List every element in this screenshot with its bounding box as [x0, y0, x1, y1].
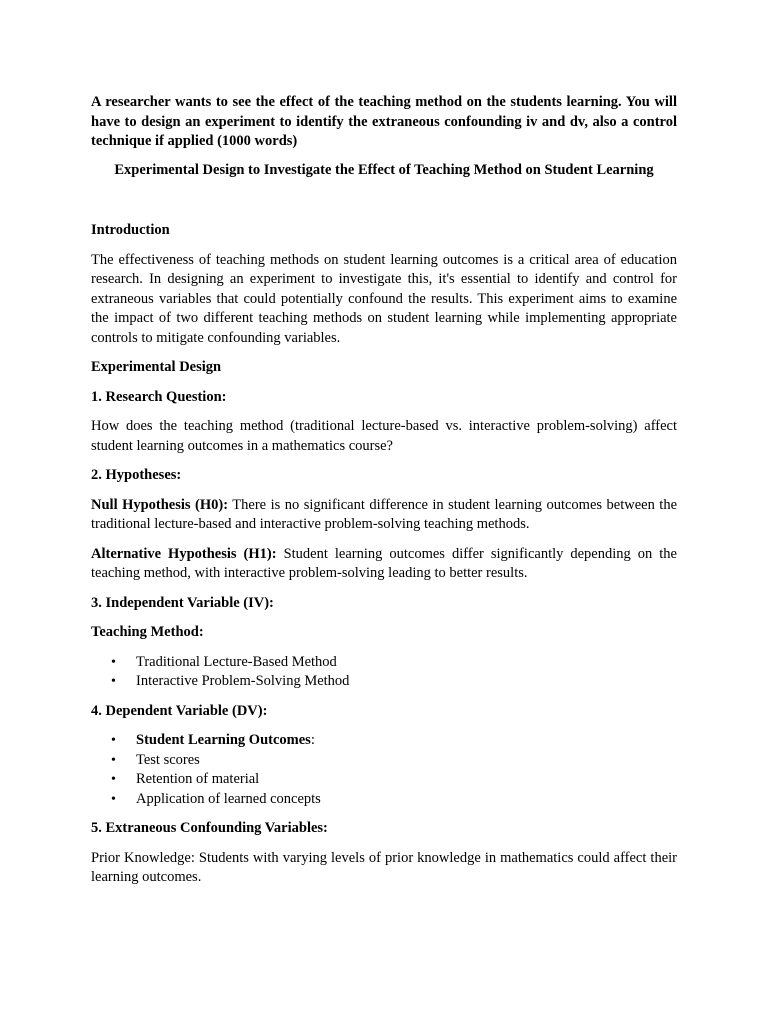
introduction-heading: Introduction [91, 222, 170, 238]
iv-list [91, 653, 677, 692]
bullet-icon: • [111, 772, 116, 787]
assignment-prompt: A researcher wants to see the effect of the teaching method on the students learning. You will have to design an experiment to identify the extraneous confounding iv and dv, also a control technique if applied (1000 words) [91, 94, 677, 149]
confounding-body: Prior Knowledge: Students with varying levels of prior knowledge in mathematics could affect their learning outcomes. [91, 849, 677, 885]
hypotheses-heading: 2. Hypotheses: [91, 467, 182, 483]
alternative-hypothesis-text: Student learning outcomes differ significantly depending on the teaching method, with interactive problem-solving leading to better results. [91, 545, 677, 581]
introduction-body: The effectiveness of teaching methods on student learning outcomes is a critical area of education research. In designing an experiment to investigate this, it's essential to identify and control for extraneous variables that could potentially confound the results. This experiment aims to examine the impact of two different teaching methods on student learning while implementing appropriate controls to mitigate confounding variables. [91, 251, 677, 346]
document-title: Experimental Design to Investigate the Effect of Teaching Method on Student Learning [114, 161, 654, 178]
bullet-icon: • [111, 733, 116, 748]
bullet-icon: • [111, 674, 116, 689]
list-item: • Interactive Problem-Solving Method [91, 672, 677, 692]
null-hypothesis-label: Null Hypothesis (H0): [91, 496, 229, 513]
bullet-icon: • [111, 654, 116, 670]
null-hypothesis [91, 496, 677, 535]
bullet-icon: • [111, 791, 116, 807]
confounding-heading: 5. Extraneous Confounding Variables: [91, 820, 328, 836]
iv-subheading: Teaching Method: [91, 624, 204, 640]
list-item: • Test scores [91, 751, 677, 771]
list-item: • Student Learning Outcomes: [91, 731, 677, 751]
bullet-icon: • [111, 752, 116, 768]
alternative-hypothesis [91, 545, 677, 584]
null-hypothesis-text: There is no significant difference in student learning outcomes between the traditional lecture-based and interactive problem-solving teaching methods. [91, 496, 678, 532]
iv-heading: 3. Independent Variable (IV): [91, 594, 274, 611]
research-question-body: How does the teaching method (traditional lecture-based vs. interactive problem-solving) affect student learning outcomes in a mathematics course? [91, 418, 677, 454]
list-item: • Traditional Lecture-Based Method [91, 653, 677, 673]
dv-list [91, 731, 677, 809]
document-page [91, 93, 677, 898]
research-question-heading: 1. Research Question: [91, 388, 227, 405]
list-item: • Retention of material [91, 770, 677, 790]
dv-heading: 4. Dependent Variable (DV): [91, 702, 268, 719]
experimental-design-heading: Experimental Design [91, 359, 222, 375]
list-item: • Application of learned concepts [91, 790, 677, 810]
alternative-hypothesis-label: Alternative Hypothesis (H1): [91, 545, 277, 562]
